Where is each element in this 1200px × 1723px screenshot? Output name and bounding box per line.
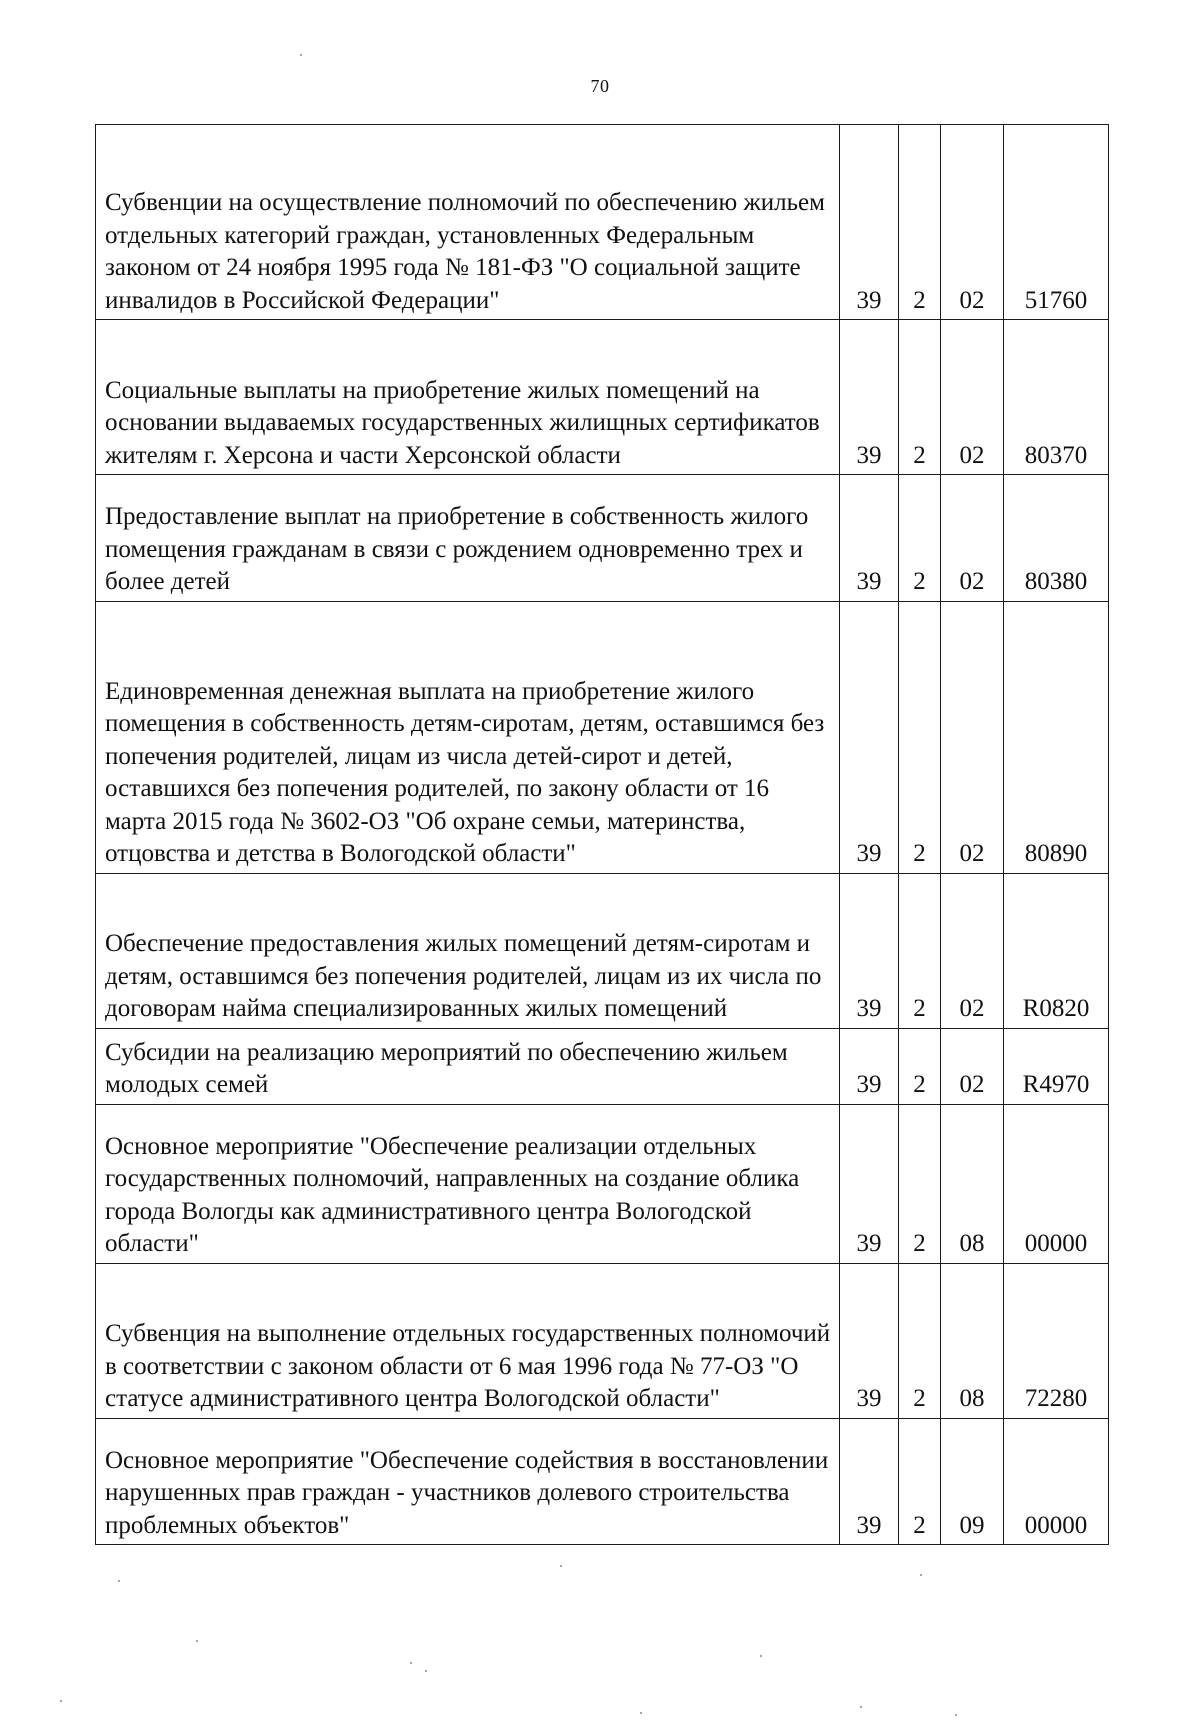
code-ministry: 39 <box>840 1028 899 1104</box>
table-row <box>96 873 1109 1028</box>
page-number: 70 <box>590 76 610 96</box>
code-direction: 72280 <box>1004 1263 1109 1418</box>
row-description: Основное мероприятие "Обеспечение реализации отдельных государственных полномочий, направленных на создание облика города Вологды как административного центра Вологодской области" <box>96 1104 840 1263</box>
table-row <box>96 1418 1109 1545</box>
row-description: Предоставление выплат на приобретение в собственность жилого помещения гражданам в связи с рождением одновременно трех и более детей <box>96 475 840 602</box>
code-program: 2 <box>899 873 941 1028</box>
code-subprogram: 02 <box>941 601 1004 873</box>
table-row <box>96 125 1109 320</box>
code-ministry: 39 <box>840 1418 899 1545</box>
budget-table <box>95 124 1109 1545</box>
row-description: Единовременная денежная выплата на приобретение жилого помещения в собственность детям-сиротам, детям, оставшимся без попечения родителей, лицам из числа детей-сирот и детей, оставшихся без попечения родителей, по закону области от 16 марта 2015 года № 3602-ОЗ "Об охране семьи, материнства, отцовства и детства в Вологодской области" <box>96 601 840 873</box>
code-program: 2 <box>899 475 941 602</box>
row-description: Субвенция на выполнение отдельных государственных полномочий в соответствии с законом области от 6 мая 1996 года № 77-ОЗ "О статусе административного центра Вологодской области" <box>96 1263 840 1418</box>
table-row <box>96 475 1109 602</box>
code-direction: R0820 <box>1004 873 1109 1028</box>
code-ministry: 39 <box>840 475 899 602</box>
scan-speck <box>196 1640 198 1642</box>
row-description: Обеспечение предоставления жилых помещений детям-сиротам и детям, оставшимся без попечения родителей, лицам из их числа по договорам найма специализированных жилых помещений <box>96 873 840 1028</box>
scan-speck <box>60 1700 62 1702</box>
row-description: Субсидии на реализацию мероприятий по обеспечению жильем молодых семей <box>96 1028 840 1104</box>
code-direction: 80890 <box>1004 601 1109 873</box>
scan-speck <box>425 1670 427 1672</box>
code-ministry: 39 <box>840 601 899 873</box>
code-direction: 51760 <box>1004 125 1109 320</box>
code-direction: 80380 <box>1004 475 1109 602</box>
table-row <box>96 601 1109 873</box>
code-program: 2 <box>899 601 941 873</box>
code-ministry: 39 <box>840 1263 899 1418</box>
code-program: 2 <box>899 1028 941 1104</box>
scan-speck <box>860 1706 862 1708</box>
code-subprogram: 09 <box>941 1418 1004 1545</box>
code-direction: 80370 <box>1004 320 1109 475</box>
code-direction: 00000 <box>1004 1104 1109 1263</box>
row-description: Социальные выплаты на приобретение жилых помещений на основании выдаваемых государственных жилищных сертификатов жителям г. Херсона и части Херсонской области <box>96 320 840 475</box>
row-description: Основное мероприятие "Обеспечение содействия в восстановлении нарушенных прав граждан - участников долевого строительства проблемных объектов" <box>96 1418 840 1545</box>
code-program: 2 <box>899 1104 941 1263</box>
scan-speck <box>118 1580 120 1582</box>
scan-speck <box>300 54 302 56</box>
table-row <box>96 1104 1109 1263</box>
code-subprogram: 08 <box>941 1263 1004 1418</box>
code-ministry: 39 <box>840 1104 899 1263</box>
code-ministry: 39 <box>840 873 899 1028</box>
code-ministry: 39 <box>840 125 899 320</box>
table-row <box>96 1028 1109 1104</box>
scan-speck <box>560 1565 562 1567</box>
code-program: 2 <box>899 1418 941 1545</box>
scan-speck <box>760 1655 762 1657</box>
table-row <box>96 320 1109 475</box>
code-subprogram: 02 <box>941 1028 1004 1104</box>
code-direction: R4970 <box>1004 1028 1109 1104</box>
table-row <box>96 1263 1109 1418</box>
scan-speck <box>410 1662 412 1664</box>
code-subprogram: 02 <box>941 125 1004 320</box>
code-subprogram: 02 <box>941 320 1004 475</box>
scan-speck <box>955 1714 957 1716</box>
row-description: Субвенции на осуществление полномочий по обеспечению жильем отдельных категорий граждан, установленных Федеральным законом от 24 ноября 1995 года № 181-ФЗ "О социальной защите инвалидов в Российской Федерации" <box>96 125 840 320</box>
scan-speck <box>640 1712 642 1714</box>
code-program: 2 <box>899 320 941 475</box>
scan-speck <box>920 1574 922 1576</box>
code-subprogram: 08 <box>941 1104 1004 1263</box>
code-program: 2 <box>899 1263 941 1418</box>
code-subprogram: 02 <box>941 475 1004 602</box>
code-program: 2 <box>899 125 941 320</box>
code-direction: 00000 <box>1004 1418 1109 1545</box>
code-subprogram: 02 <box>941 873 1004 1028</box>
code-ministry: 39 <box>840 320 899 475</box>
